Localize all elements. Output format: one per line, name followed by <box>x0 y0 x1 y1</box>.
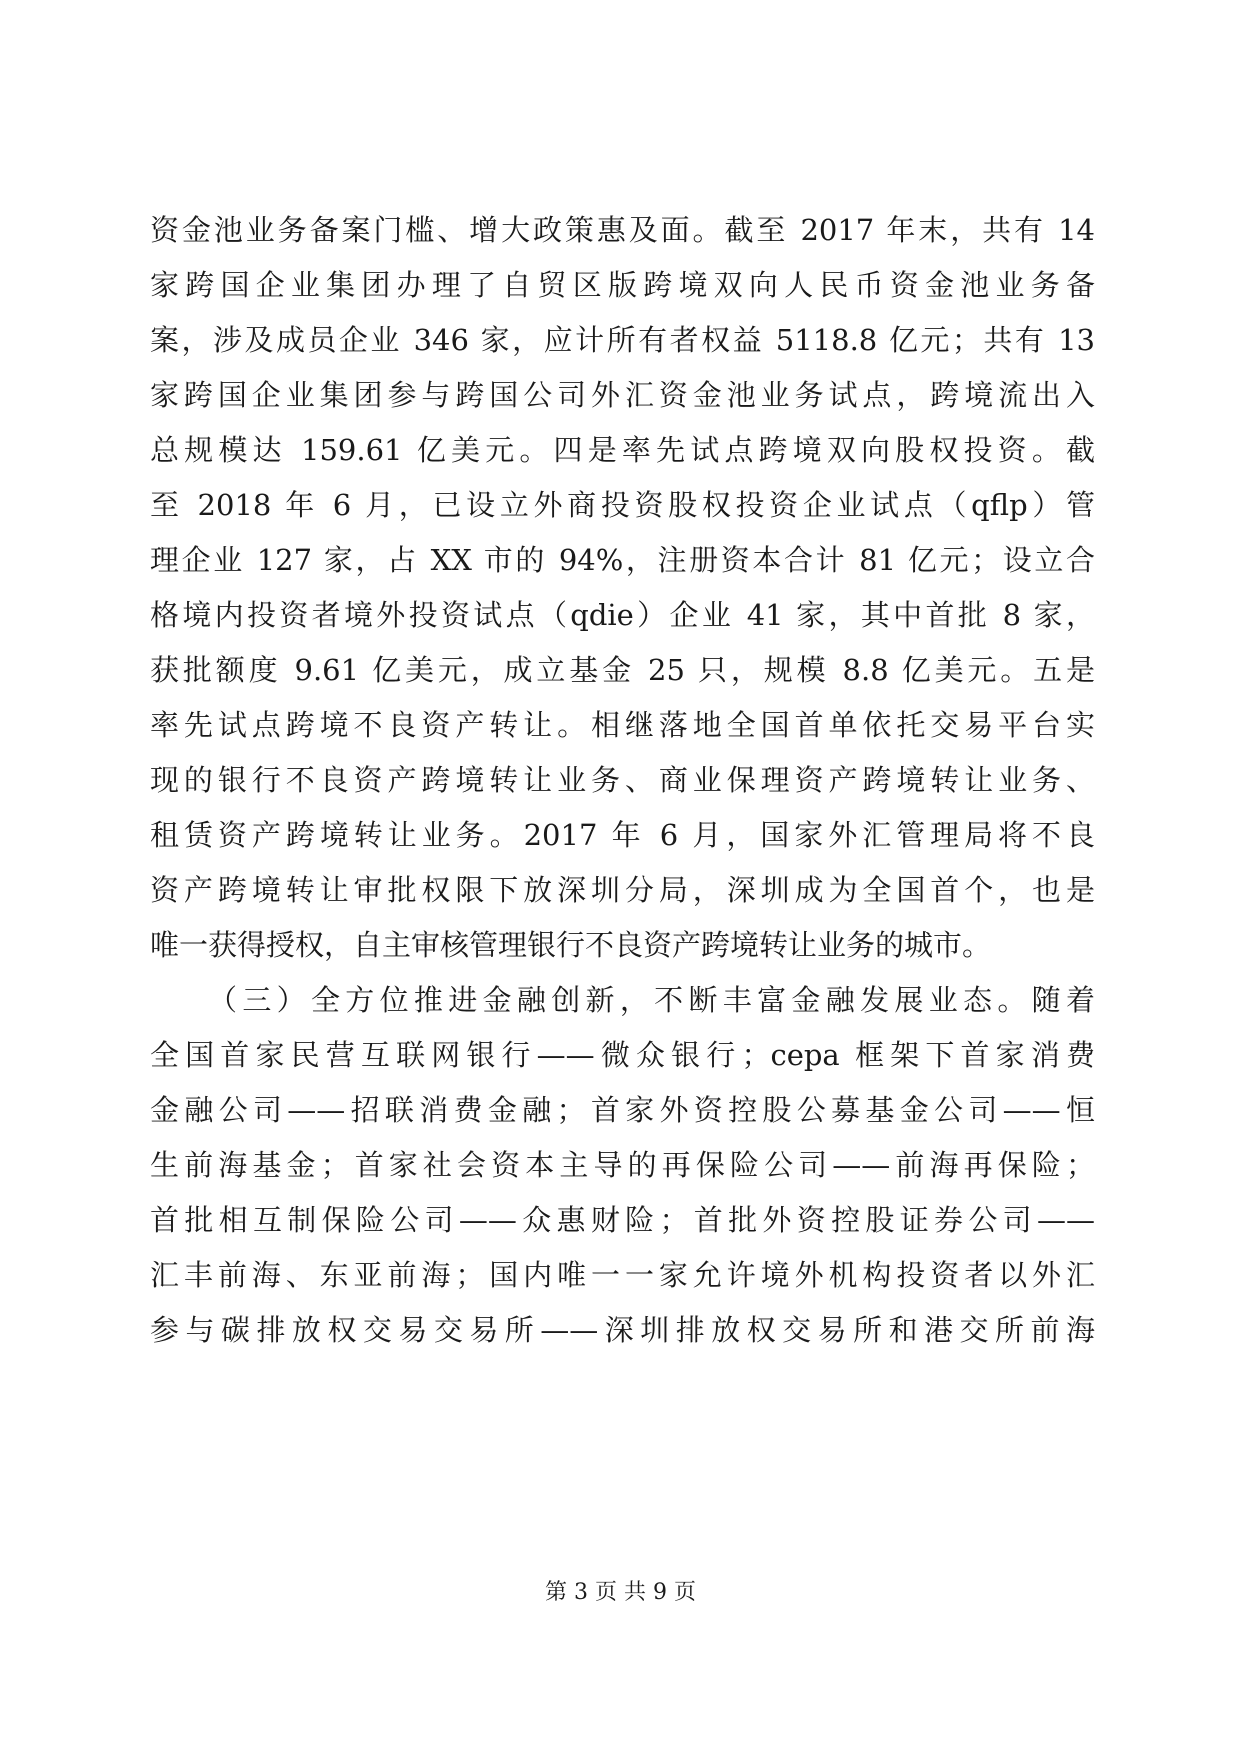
text-line: 家跨国企业集团办理了自贸区版跨境双向人民币资金池业务备 <box>150 268 1095 302</box>
text-line: 唯一获得授权，自主审核管理银行不良资产跨境转让业务的城市。 <box>150 928 992 962</box>
text-line: 现的银行不良资产跨境转让业务、商业保理资产跨境转让业务、 <box>150 763 1095 797</box>
text-line: 案，涉及成员企业 346 家，应计所有者权益 5118.8 亿元；共有 13 <box>150 323 1095 357</box>
text-line: 获批额度 9.61 亿美元，成立基金 25 只，规模 8.8 亿美元。五是 <box>150 653 1095 687</box>
text-line: 金融公司——招联消费金融；首家外资控股公募基金公司——恒 <box>150 1093 1095 1127</box>
text-line: 家跨国企业集团参与跨国公司外汇资金池业务试点，跨境流出入 <box>150 378 1095 412</box>
text-line: 资金池业务备案门槛、增大政策惠及面。截至 2017 年末，共有 14 <box>150 213 1095 247</box>
section-heading-line: （三）全方位推进金融创新，不断丰富金融发展业态。随着 <box>208 983 1095 1017</box>
text-line: 汇丰前海、东亚前海；国内唯一一家允许境外机构投资者以外汇 <box>150 1258 1095 1292</box>
text-line: 至 2018 年 6 月，已设立外商投资股权投资企业试点（qflp）管 <box>150 488 1095 522</box>
text-line: 生前海基金；首家社会资本主导的再保险公司——前海再保险； <box>150 1148 1095 1182</box>
text-line: 全国首家民营互联网银行——微众银行；cepa 框架下首家消费 <box>150 1038 1095 1072</box>
text-line: 格境内投资者境外投资试点（qdie）企业 41 家，其中首批 8 家， <box>150 598 1095 632</box>
text-line: 率先试点跨境不良资产转让。相继落地全国首单依托交易平台实 <box>150 708 1095 742</box>
text-line: 总规模达 159.61 亿美元。四是率先试点跨境双向股权投资。截 <box>150 433 1095 467</box>
text-line: 租赁资产跨境转让业务。2017 年 6 月，国家外汇管理局将不良 <box>150 818 1095 852</box>
text-line: 理企业 127 家，占 XX 市的 94%，注册资本合计 81 亿元；设立合 <box>150 543 1095 577</box>
page-number-footer: 第 3 页 共 9 页 <box>545 1580 696 1605</box>
text-line: 参与碳排放权交易交易所——深圳排放权交易所和港交所前海 <box>150 1313 1095 1347</box>
text-line: 首批相互制保险公司——众惠财险；首批外资控股证券公司—— <box>150 1203 1095 1237</box>
text-line: 资产跨境转让审批权限下放深圳分局，深圳成为全国首个，也是 <box>150 873 1095 907</box>
